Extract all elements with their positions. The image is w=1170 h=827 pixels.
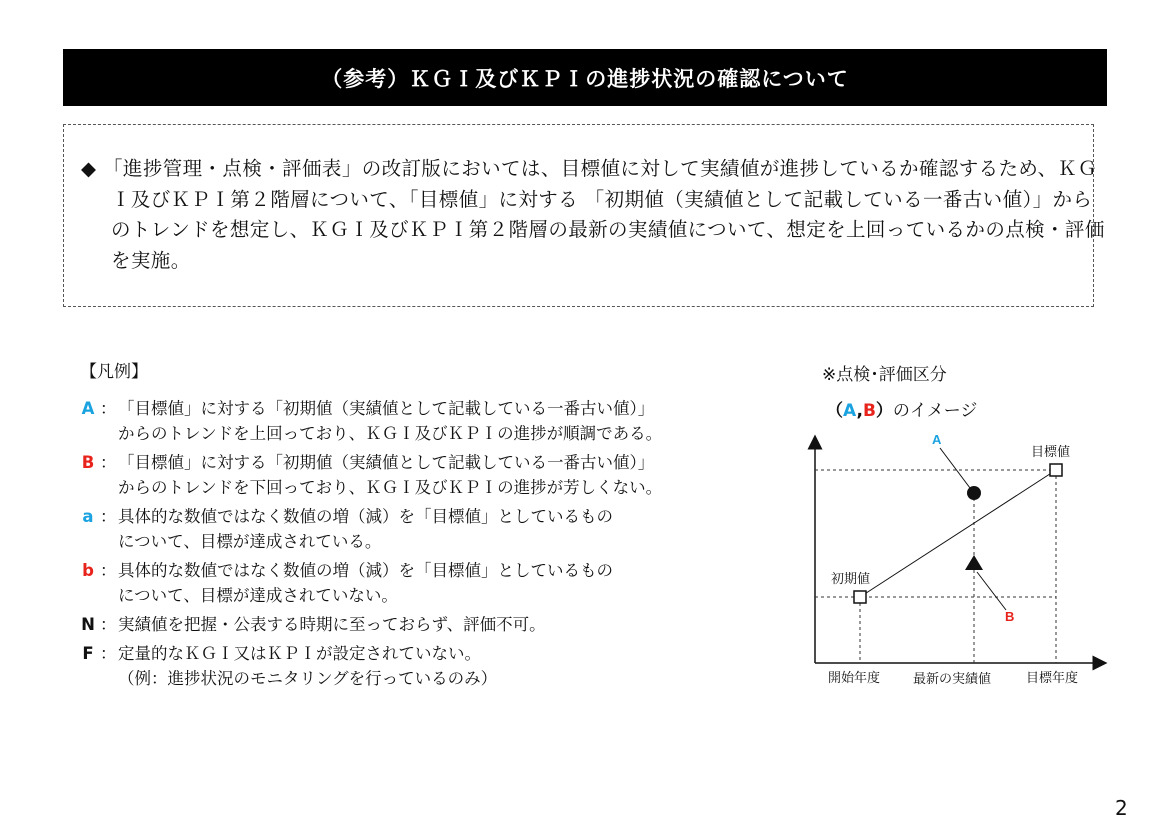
point-a-label: A	[932, 432, 942, 447]
summary-paragraph	[81, 154, 1111, 276]
legend-title: 【凡例】	[80, 362, 148, 382]
x-label-target: 目標年度	[1026, 671, 1079, 686]
legend-colon: ：	[100, 561, 117, 580]
initial-value-label: 初期値	[831, 572, 871, 587]
subtitle-a: A	[843, 401, 857, 421]
page-number: 2	[1115, 796, 1128, 820]
legend-key: F	[82, 644, 94, 663]
legend-item-A	[80, 396, 780, 446]
legend-line: からのトレンドを下回っており、ＫＧＩ及びＫＰＩの進捗が芳しくない。	[118, 478, 663, 497]
diamond-bullet-icon: ◆	[81, 157, 97, 180]
legend-line: からのトレンドを上回っており、ＫＧＩ及びＫＰＩの進捗が順調である。	[118, 424, 663, 443]
legend-line: 「目標値」に対する「初期値（実績値として記載している一番古い値）」	[118, 399, 655, 418]
legend-key: a	[82, 507, 94, 526]
legend-line: 実績値を把握・公表する時期に至っておらず、評価不可。	[118, 615, 546, 634]
legend-line: 具体的な数値ではなく数値の増（減）を「目標値」としているもの	[118, 507, 613, 526]
subtitle-comma: ,	[856, 401, 863, 421]
point-b-marker	[965, 555, 983, 570]
legend-line: 具体的な数値ではなく数値の増（減）を「目標値」としているもの	[118, 561, 613, 580]
initial-value-marker	[854, 591, 866, 603]
subtitle-b: B	[862, 401, 876, 421]
legend-item-b	[80, 558, 780, 608]
legend-line: （例：進捗状況のモニタリングを行っているのみ）	[118, 669, 498, 688]
legend-list	[80, 396, 780, 695]
paren-close: ）	[875, 401, 893, 421]
legend-line: について、目標が達成されていない。	[118, 586, 398, 605]
legend-key: b	[82, 561, 94, 580]
legend-key: N	[81, 615, 95, 634]
paren-open: （	[826, 401, 843, 421]
legend-colon: ：	[100, 399, 117, 418]
point-a-marker	[967, 486, 981, 500]
leader-line-b	[977, 572, 1006, 610]
legend-key: B	[81, 453, 95, 472]
legend-item-N	[80, 612, 780, 637]
legend-item-a	[80, 504, 780, 554]
page-title: （参考）ＫＧＩ及びＫＰＩの進捗状況の確認について	[321, 66, 849, 91]
leader-line-a	[940, 448, 970, 488]
legend-line: 「目標値」に対する「初期値（実績値として記載している一番古い値）」	[118, 453, 655, 472]
legend-colon: ：	[100, 615, 117, 634]
point-b-label: B	[1005, 609, 1015, 624]
evaluation-diagram	[800, 430, 1110, 720]
legend-item-F	[80, 641, 780, 691]
summary-text: 「進捗管理・点検・評価表」の改訂版においては、目標値に対して実績値が進捗しているか確認するため、ＫＧＩ及びＫＰＩ第２階層について、「目標値」に対する 「初期値（実績値として記載している一番古い値）」からのトレンドを想定し、ＫＧＩ及びＫＰＩ第２階層の最新の実績値について、想定を上回っているかの点検・評価を実施。	[103, 157, 1105, 272]
target-value-marker	[1050, 464, 1062, 476]
legend-colon: ：	[100, 644, 117, 663]
legend-colon: ：	[100, 453, 117, 472]
summary-box	[63, 124, 1105, 307]
x-label-start: 開始年度	[828, 671, 881, 686]
legend-colon: ：	[100, 507, 117, 526]
trend-line	[860, 470, 1056, 597]
x-label-latest: 最新の実績値	[913, 672, 992, 687]
target-value-label: 目標値	[1031, 445, 1071, 460]
legend-item-B	[80, 450, 780, 500]
page-title-bar	[63, 49, 1107, 106]
legend-line: 定量的なＫＧＩ又はＫＰＩが設定されていない。	[118, 644, 481, 663]
subtitle-rest: のイメージ	[892, 401, 978, 421]
diagram-title: ※点検･評価区分	[822, 365, 947, 385]
diagram-subtitle	[826, 396, 977, 421]
legend-key: A	[81, 399, 95, 418]
legend-line: について、目標が達成されている。	[118, 532, 382, 551]
